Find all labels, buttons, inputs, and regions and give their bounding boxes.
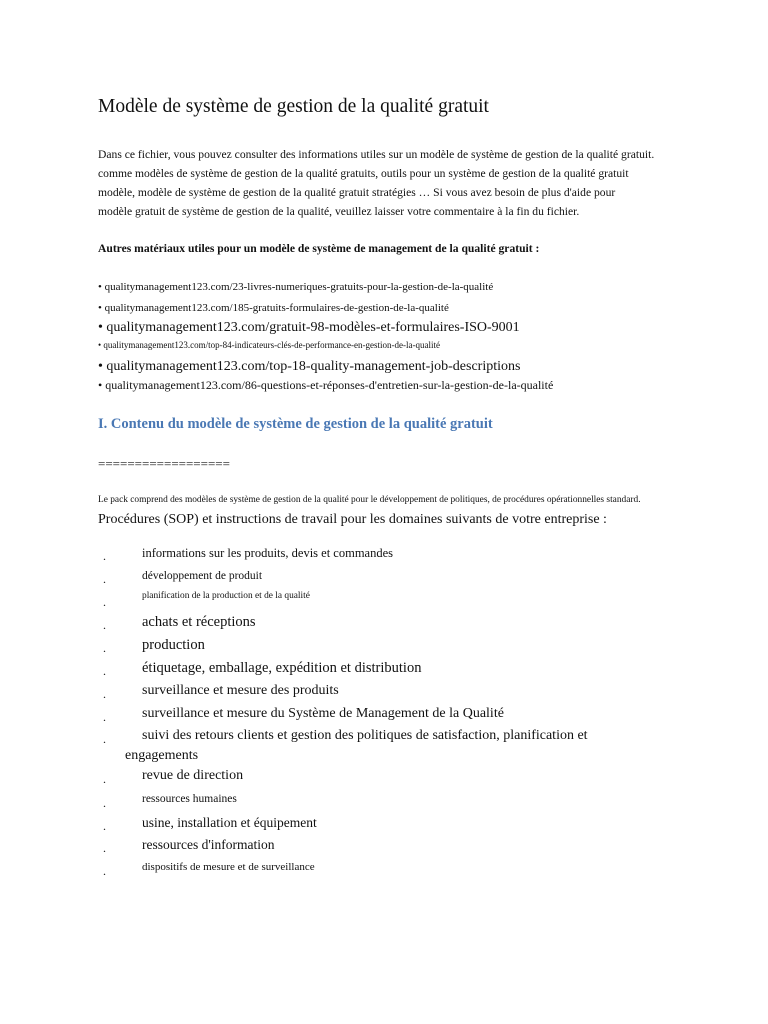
list-bullet: .: [103, 710, 106, 724]
resource-link[interactable]: • qualitymanagement123.com/86-questions-et-réponses-d'entretien-sur-la-gestion-de-la-qualité: [98, 378, 554, 392]
list-item: ressources humaines: [142, 793, 237, 805]
page-title: Modèle de système de gestion de la qualité gratuit: [98, 96, 489, 117]
resource-link[interactable]: • qualitymanagement123.com/23-livres-numeriques-gratuits-pour-la-gestion-de-la-qualité: [98, 281, 494, 293]
intro-line: comme modèles de système de gestion de la qualité gratuits, outils pour un système de gestion de la qualité gratuit: [98, 167, 629, 180]
list-item: développement de produit: [142, 570, 263, 582]
list-bullet: .: [103, 664, 106, 678]
list-item: planification de la production et de la qualité: [142, 591, 310, 601]
resource-link[interactable]: • qualitymanagement123.com/185-gratuits-formulaires-de-gestion-de-la-qualité: [98, 302, 449, 314]
separator-line: ==================: [98, 456, 230, 471]
list-item: surveillance et mesure du Système de Management de la Qualité: [142, 706, 504, 721]
section-heading: I. Contenu du modèle de système de gestion de la qualité gratuit: [98, 416, 493, 432]
resource-link[interactable]: • qualitymanagement123.com/top-84-indicateurs-clés-de-performance-en-gestion-de-la-qualité: [98, 340, 441, 350]
list-item: surveillance et mesure des produits: [142, 683, 339, 698]
list-item: production: [142, 637, 205, 653]
list-bullet: .: [103, 772, 106, 786]
list-bullet: .: [103, 595, 106, 609]
list-bullet: .: [103, 572, 106, 586]
list-bullet: .: [103, 732, 106, 746]
list-item: usine, installation et équipement: [142, 815, 317, 830]
intro-line: Dans ce fichier, vous pouvez consulter des informations utiles sur un modèle de système de gestion de la qualité gratuit.: [98, 148, 655, 161]
list-bullet: .: [103, 641, 106, 655]
list-item: suivi des retours clients et gestion des politiques de satisfaction, planification et: [142, 728, 588, 743]
resource-link[interactable]: • qualitymanagement123.com/top-18-quality-management-job-descriptions: [98, 359, 521, 374]
list-item: étiquetage, emballage, expédition et distribution: [142, 660, 422, 676]
pack-description: Procédures (SOP) et instructions de travail pour les domaines suivants de votre entreprise :: [98, 512, 607, 527]
intro-line: modèle gratuit de système de gestion de la qualité, veuillez laisser votre commentaire à la fin du fichier.: [98, 205, 580, 218]
list-bullet: .: [103, 796, 106, 810]
list-bullet: .: [103, 864, 106, 878]
list-item: ressources d'information: [142, 837, 275, 852]
list-item: achats et réceptions: [142, 614, 256, 630]
list-item: dispositifs de mesure et de surveillance: [142, 861, 315, 873]
materials-heading: Autres matériaux utiles pour un modèle de système de management de la qualité gratuit :: [98, 242, 540, 255]
list-bullet: .: [103, 549, 106, 563]
list-bullet: .: [103, 819, 106, 833]
list-item-continuation: engagements: [125, 748, 199, 763]
list-item: informations sur les produits, devis et commandes: [142, 546, 394, 560]
list-item: revue de direction: [142, 768, 244, 783]
resource-link[interactable]: • qualitymanagement123.com/gratuit-98-modèles-et-formulaires-ISO-9001: [98, 320, 520, 335]
pack-description: Le pack comprend des modèles de système de gestion de la qualité pour le développement de politiques, de procédures opérationnelles standard.: [98, 495, 641, 505]
list-bullet: .: [103, 841, 106, 855]
list-bullet: .: [103, 687, 106, 701]
list-bullet: .: [103, 618, 106, 632]
intro-line: modèle, modèle de système de gestion de la qualité gratuit stratégies … Si vous avez besoin de plus d'aide pour: [98, 186, 616, 199]
